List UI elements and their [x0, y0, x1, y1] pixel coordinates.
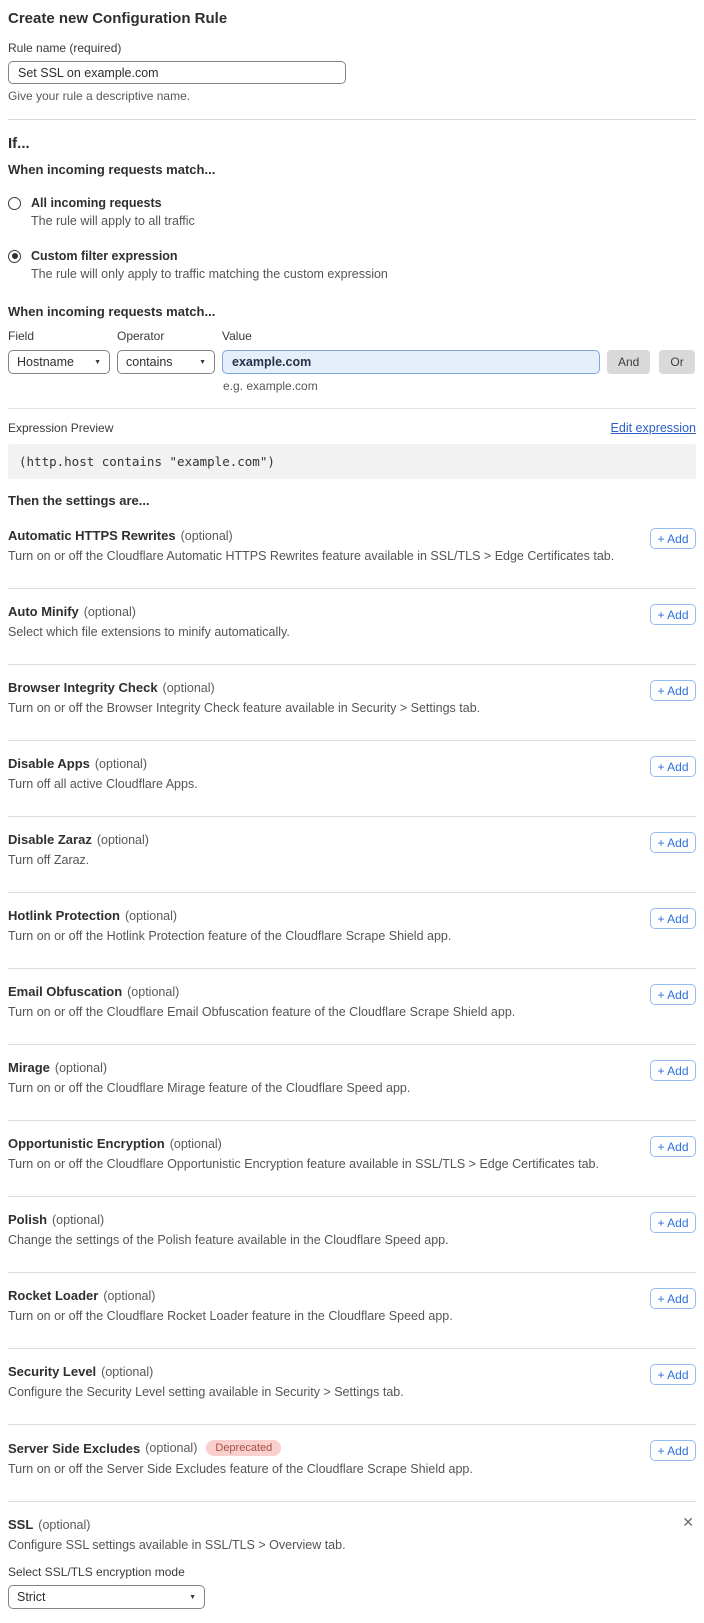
setting-section — [8, 1045, 696, 1121]
setting-description: Turn on or off the Server Side Excludes feature of the Cloudflare Scrape Shield app. — [8, 1462, 473, 1476]
setting-description: Turn on or off the Cloudflare Automatic HTTPS Rewrites feature available in SSL/TLS > Edge Certificates tab. — [8, 549, 615, 563]
expression-preview-label: Expression Preview — [8, 421, 114, 435]
add-button[interactable]: + Add — [650, 680, 696, 701]
setting-optional-label: (optional) — [94, 756, 147, 771]
setting-optional-label: (optional) — [96, 832, 149, 847]
setting-optional-label: (optional) — [162, 680, 215, 695]
section-divider — [8, 408, 696, 409]
setting-optional-label: (optional) — [124, 908, 178, 923]
setting-optional-label: (optional) — [127, 984, 180, 999]
setting-section — [8, 1349, 696, 1425]
deprecated-badge: Deprecated — [206, 1440, 281, 1456]
radio-option-all-incoming[interactable] — [8, 196, 696, 228]
setting-optional-label: (optional) — [54, 1060, 108, 1075]
expression-preview-code: (http.host contains "example.com") — [8, 444, 696, 479]
rule-name-help: Give your rule a descriptive name. — [8, 89, 191, 103]
setting-section — [8, 1121, 696, 1197]
close-icon[interactable]: ✕ — [682, 1514, 694, 1530]
setting-name: Browser Integrity Check — [8, 680, 158, 695]
setting-description: Change the settings of the Polish feature available in the Cloudflare Speed app. — [8, 1233, 449, 1247]
expression-builder-heading: When incoming requests match... — [8, 304, 216, 319]
setting-name: SSL — [8, 1517, 34, 1532]
field-label: Field — [8, 329, 35, 343]
setting-description: Turn on or off the Cloudflare Mirage feature of the Cloudflare Speed app. — [8, 1081, 411, 1095]
setting-section — [8, 1425, 696, 1502]
expression-builder-row — [8, 329, 696, 374]
page-title: Create new Configuration Rule — [8, 10, 228, 27]
section-divider — [8, 119, 696, 120]
setting-description: Turn on or off the Cloudflare Email Obfuscation feature of the Cloudflare Scrape Shield app. — [8, 1005, 516, 1019]
setting-description: Turn on or off the Cloudflare Opportunistic Encryption feature available in SSL/TLS > Edge Certificates tab. — [8, 1157, 599, 1171]
ssl-mode-select[interactable] — [8, 1585, 205, 1609]
setting-name: Disable Zaraz — [8, 832, 92, 847]
setting-optional-label: (optional) — [101, 1364, 154, 1379]
and-button[interactable]: And — [607, 350, 650, 374]
setting-name: Auto Minify — [8, 604, 79, 619]
setting-name: Automatic HTTPS Rewrites — [8, 528, 176, 543]
add-button[interactable]: + Add — [650, 908, 696, 929]
add-button[interactable]: + Add — [650, 1136, 696, 1157]
setting-optional-label: (optional) — [83, 604, 136, 619]
ssl-setting-section — [8, 1502, 696, 1623]
edit-expression-link[interactable]: Edit expression — [610, 421, 696, 435]
radio-all-incoming-description: The rule will apply to all traffic — [31, 214, 195, 228]
expression-preview-header — [8, 421, 696, 435]
radio-option-custom-filter[interactable] — [8, 249, 696, 281]
setting-optional-label: (optional) — [38, 1517, 91, 1532]
rule-name-input[interactable] — [8, 61, 346, 84]
ssl-mode-label: Select SSL/TLS encryption mode — [8, 1565, 185, 1579]
setting-description: Turn on or off the Hotlink Protection feature of the Cloudflare Scrape Shield app. — [8, 929, 452, 943]
then-settings-heading: Then the settings are... — [8, 493, 150, 508]
chevron-down-icon: ▼ — [94, 358, 101, 366]
setting-description: Turn off Zaraz. — [8, 853, 90, 867]
add-button[interactable]: + Add — [650, 1364, 696, 1385]
radio-button-custom-filter[interactable] — [8, 250, 21, 263]
radio-custom-filter-label: Custom filter expression — [31, 249, 178, 263]
setting-section — [8, 741, 696, 817]
setting-description: Turn off all active Cloudflare Apps. — [8, 777, 198, 791]
radio-button-all-incoming[interactable] — [8, 197, 21, 210]
setting-section — [8, 893, 696, 969]
operator-label: Operator — [117, 329, 165, 343]
chevron-down-icon: ▼ — [199, 358, 206, 366]
setting-description: Configure the Security Level setting available in Security > Settings tab. — [8, 1385, 404, 1399]
setting-section — [8, 589, 696, 665]
setting-name: Server Side Excludes — [8, 1440, 141, 1456]
setting-name: Disable Apps — [8, 756, 90, 771]
rule-name-block — [8, 41, 696, 103]
add-button[interactable]: + Add — [650, 984, 696, 1005]
setting-optional-label: (optional) — [145, 1441, 198, 1455]
setting-name: Polish — [8, 1212, 48, 1227]
field-select-value: Hostname — [17, 355, 74, 369]
setting-description: Configure SSL settings available in SSL/TLS > Overview tab. — [8, 1538, 346, 1552]
add-button[interactable]: + Add — [650, 756, 696, 777]
setting-name: Security Level — [8, 1364, 97, 1379]
chevron-down-icon: ▼ — [189, 1593, 196, 1601]
rule-name-label: Rule name (required) — [8, 41, 122, 55]
add-button[interactable]: + Add — [650, 1288, 696, 1309]
add-button[interactable]: + Add — [650, 528, 696, 549]
setting-name: Email Obfuscation — [8, 984, 123, 999]
setting-name: Mirage — [8, 1060, 50, 1075]
or-button[interactable]: Or — [659, 350, 694, 374]
radio-all-incoming-label: All incoming requests — [31, 196, 162, 210]
ssl-mode-select-value: Strict — [17, 1590, 46, 1604]
setting-optional-label: (optional) — [180, 528, 233, 543]
operator-select-value: contains — [126, 355, 173, 369]
setting-optional-label: (optional) — [103, 1288, 156, 1303]
setting-name: Opportunistic Encryption — [8, 1136, 165, 1151]
add-button[interactable]: + Add — [650, 604, 696, 625]
setting-name: Hotlink Protection — [8, 908, 120, 923]
setting-name: Rocket Loader — [8, 1288, 99, 1303]
setting-description: Turn on or off the Cloudflare Rocket Loader feature in the Cloudflare Speed app. — [8, 1309, 453, 1323]
setting-section — [8, 969, 696, 1045]
value-input[interactable] — [222, 350, 600, 374]
value-label: Value — [222, 329, 252, 343]
operator-select[interactable] — [117, 350, 215, 374]
add-button[interactable]: + Add — [650, 1440, 696, 1461]
setting-section — [8, 665, 696, 741]
add-button[interactable]: + Add — [650, 1212, 696, 1233]
setting-description: Turn on or off the Browser Integrity Check feature available in Security > Settings tab. — [8, 701, 481, 715]
when-match-heading: When incoming requests match... — [8, 162, 216, 177]
setting-description: Select which file extensions to minify automatically. — [8, 625, 290, 639]
setting-section — [8, 817, 696, 893]
if-heading: If... — [8, 135, 30, 152]
value-hint: e.g. example.com — [223, 379, 318, 393]
radio-custom-filter-description: The rule will only apply to traffic matching the custom expression — [31, 267, 388, 281]
setting-section — [8, 1273, 696, 1349]
setting-section — [8, 1197, 696, 1273]
setting-section — [8, 513, 696, 589]
field-select[interactable] — [8, 350, 110, 374]
setting-optional-label: (optional) — [169, 1136, 222, 1151]
add-button[interactable]: + Add — [650, 832, 696, 853]
setting-optional-label: (optional) — [52, 1212, 105, 1227]
settings-list — [8, 513, 696, 1502]
add-button[interactable]: + Add — [650, 1060, 696, 1081]
